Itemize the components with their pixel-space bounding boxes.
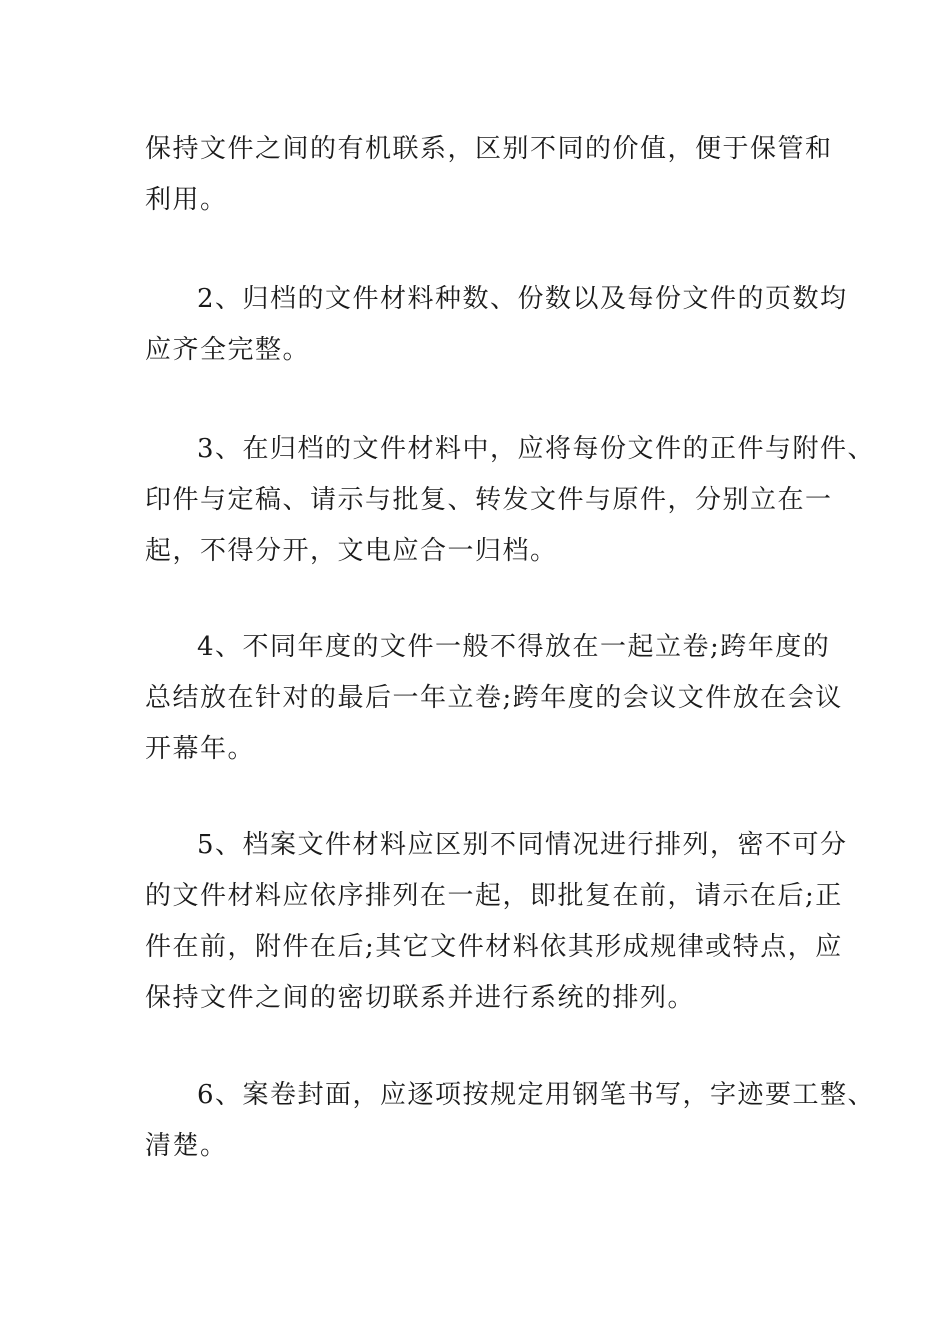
- paragraph-item-2: [145, 274, 848, 376]
- text-line: 6、案卷封面，应逐项按规定用钢笔书写，字迹要工整、: [197, 1080, 876, 1110]
- text-line: 保持文件之间的密切联系并进行系统的排列。: [145, 983, 696, 1013]
- paragraph-item-4: [145, 622, 843, 775]
- text-line: 利用。: [145, 185, 228, 215]
- paragraph-item-3: [145, 424, 876, 577]
- paragraph-item-5: [145, 820, 848, 1024]
- text-line: 4、不同年度的文件一般不得放在一起立卷;跨年度的: [197, 632, 831, 662]
- text-line: 总结放在针对的最后一年立卷;跨年度的会议文件放在会议: [145, 683, 843, 713]
- text-line: 3、在归档的文件材料中，应将每份文件的正件与附件、: [197, 434, 876, 464]
- paragraph-item-6: [145, 1070, 876, 1172]
- text-line: 清楚。: [145, 1131, 228, 1161]
- text-line: 起，不得分开，文电应合一归档。: [145, 536, 558, 566]
- text-line: 2、归档的文件材料种数、份数以及每份文件的页数均: [197, 284, 848, 314]
- text-line: 开幕年。: [145, 734, 256, 764]
- text-line: 应齐全完整。: [145, 335, 311, 365]
- text-line: 5、档案文件材料应区别不同情况进行排列，密不可分: [197, 830, 848, 860]
- paragraph-continuation: [145, 124, 833, 226]
- text-line: 件在前，附件在后;其它文件材料依其形成规律或特点，应: [145, 932, 843, 962]
- text-line: 印件与定稿、请示与批复、转发文件与原件，分别立在一: [145, 485, 833, 515]
- text-line: 的文件材料应依序排列在一起，即批复在前，请示在后;正: [145, 881, 843, 911]
- text-line: 保持文件之间的有机联系，区别不同的价值，便于保管和: [145, 134, 833, 164]
